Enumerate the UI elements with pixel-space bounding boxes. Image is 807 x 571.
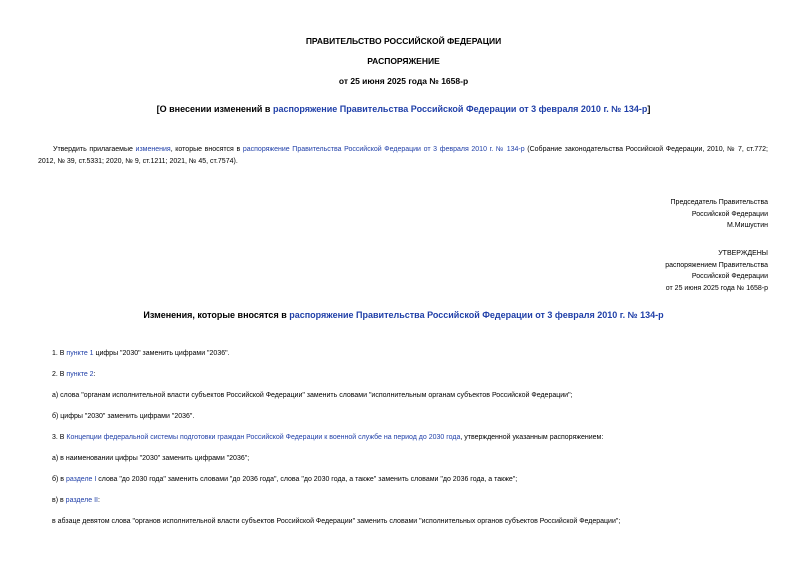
changes-title bbox=[0, 310, 807, 320]
approval-country: Российской Федерации bbox=[691, 273, 768, 280]
intro-changes-link[interactable]: изменения bbox=[135, 146, 171, 153]
government-heading: ПРАВИТЕЛЬСТВО РОССИЙСКОЙ ФЕДЕРАЦИИ bbox=[305, 36, 502, 46]
intro-text-3: (Собрание законодательства Российской Федерации, 2010, № 7, ст.772; 2012, № 39, ст.5331; 2020, № 9, ст.1211; 2021, № 45, ст.7574). bbox=[38, 146, 769, 165]
list-item bbox=[52, 434, 603, 441]
item-text: : bbox=[98, 497, 100, 504]
signature-block bbox=[671, 197, 768, 232]
list-item: в абзаце девятом слова "органов исполнительной власти субъектов Российской Федерации" заменить словами "исполнительных органов субъектов Российской Федерации"; bbox=[52, 518, 621, 525]
list-item: а) слова "органам исполнительной власти субъектов Российской Федерации" заменить словами "исполнительным органам субъектов Российской Федерации"; bbox=[52, 392, 573, 399]
intro-order-link[interactable]: распоряжение Правительства Российской Федерации от 3 февраля 2010 г. № 134-р bbox=[242, 146, 525, 153]
title-prefix: [О внесении изменений в bbox=[156, 104, 273, 114]
approval-status: УТВЕРЖДЕНЫ bbox=[718, 250, 768, 257]
intro-text-1: Утвердить прилагаемые bbox=[53, 146, 136, 153]
approval-by: распоряжением Правительства bbox=[665, 261, 768, 269]
document-title bbox=[0, 104, 807, 114]
concept-link[interactable]: Концепции федеральной системы подготовки граждан Российской Федерации к военной службе на период до 2030 года bbox=[66, 434, 461, 441]
signature-name: М.Мишустин bbox=[726, 222, 768, 229]
item-text: 2. В bbox=[52, 371, 67, 378]
item-text: слова "до 2030 года" заменить словами "до 2036 года", слова "до 2030 года, а также" заменить словами "до 2036 года, а также"; bbox=[96, 476, 518, 483]
title-suffix: ] bbox=[647, 104, 651, 114]
list-item bbox=[52, 371, 96, 378]
item-1-link[interactable]: пункте 1 bbox=[66, 350, 94, 357]
item-text: 1. В bbox=[52, 350, 67, 357]
item-text: цифры "2030" заменить цифрами "2036". bbox=[93, 350, 230, 357]
item-text: : bbox=[93, 371, 96, 378]
document-type: РАСПОРЯЖЕНИЕ bbox=[367, 56, 440, 66]
changes-title-prefix: Изменения, которые вносятся в bbox=[143, 310, 290, 320]
intro-paragraph bbox=[38, 144, 768, 168]
approval-block bbox=[665, 248, 768, 294]
item-text: , утвержденной указанным распоряжением: bbox=[460, 434, 604, 441]
approval-date: от 25 июня 2025 года № 1658-р bbox=[665, 284, 768, 292]
list-item bbox=[52, 350, 230, 357]
section-2-link[interactable]: разделе II bbox=[65, 497, 98, 504]
title-amended-order-link[interactable]: распоряжение Правительства Российской Федерации от 3 февраля 2010 г. № 134-р bbox=[272, 104, 648, 114]
list-item: а) в наименовании цифры "2030" заменить цифрами "2036"; bbox=[52, 455, 250, 462]
item-2-link[interactable]: пункте 2 bbox=[66, 371, 94, 378]
signature-country: Российской Федерации bbox=[691, 210, 768, 218]
item-text: в) в bbox=[52, 497, 66, 504]
intro-text-2: , которые вносятся в bbox=[170, 146, 243, 153]
signature-position: Председатель Правительства bbox=[670, 199, 768, 206]
changes-title-order-link[interactable]: распоряжение Правительства Российской Федерации от 3 февраля 2010 г. № 134-р bbox=[289, 310, 664, 320]
list-item: б) цифры "2030" заменить цифрами "2036". bbox=[52, 413, 195, 420]
item-text: б) в bbox=[52, 476, 66, 483]
item-text: 3. В bbox=[52, 434, 67, 441]
section-1-link[interactable]: разделе I bbox=[65, 476, 97, 483]
list-item bbox=[52, 497, 100, 504]
document-date-number: от 25 июня 2025 года № 1658-р bbox=[338, 76, 469, 86]
list-item bbox=[52, 476, 517, 483]
